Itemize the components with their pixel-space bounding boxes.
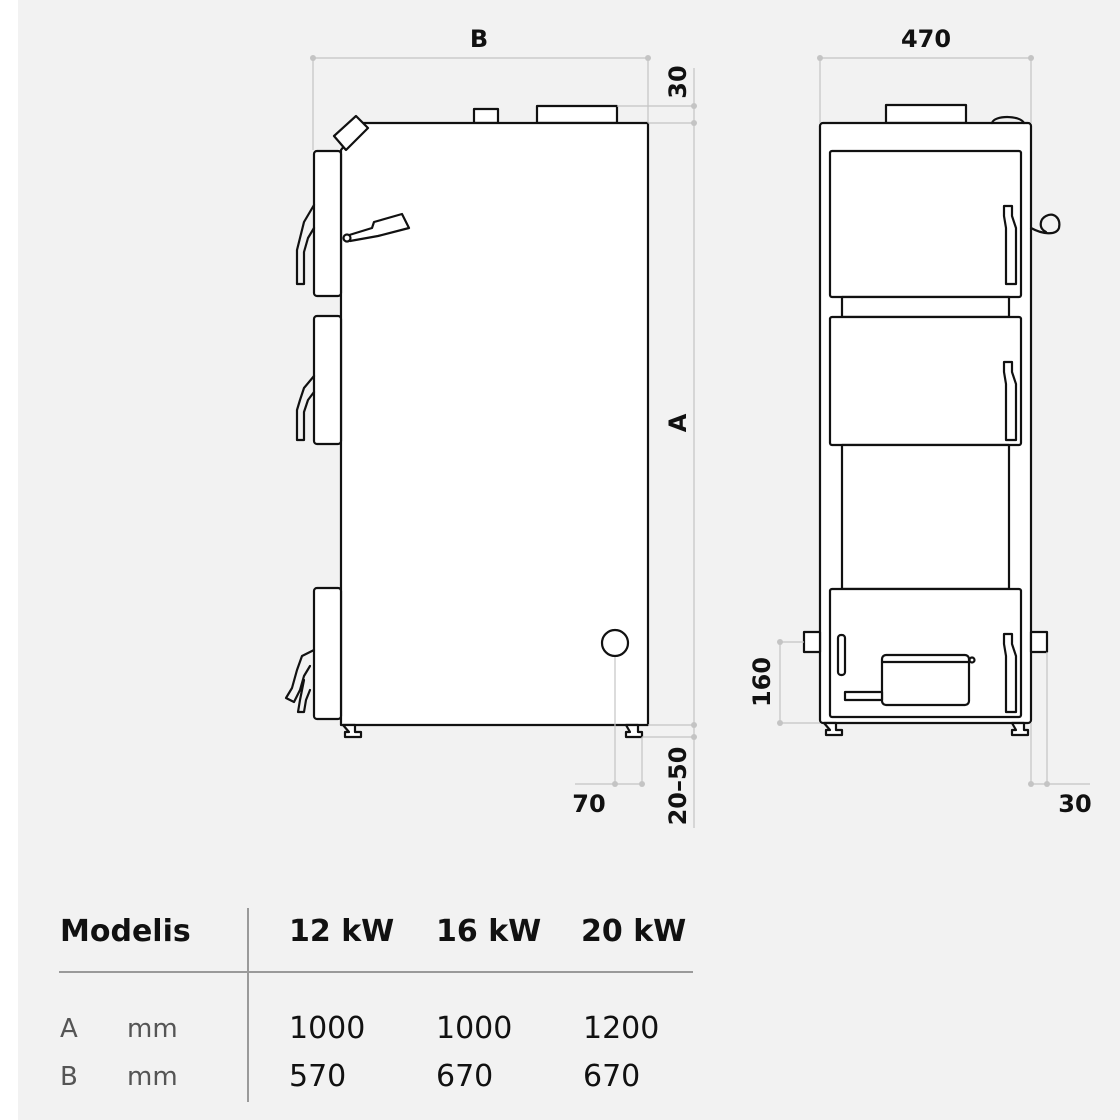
table-header-divider — [59, 971, 693, 973]
table-column-divider — [247, 908, 249, 1102]
row-a-16kw: 1000 — [436, 1011, 513, 1046]
row-b-unit: mm — [127, 1062, 178, 1092]
row-b-label: B — [60, 1062, 78, 1092]
table-header-model: Modelis — [60, 914, 191, 949]
dim-front-width: 470 — [900, 25, 952, 53]
table-header-12kw: 12 kW — [289, 914, 395, 949]
row-b-20kw: 670 — [583, 1059, 641, 1094]
dim-leg-height: 20–50 — [664, 746, 692, 826]
dim-side-width: B — [469, 25, 489, 53]
table-header-20kw: 20 kW — [581, 914, 687, 949]
dim-side-gap: 30 — [1058, 790, 1092, 818]
row-b-12kw: 570 — [289, 1059, 347, 1094]
row-a-unit: mm — [127, 1014, 178, 1044]
table-header-16kw: 16 kW — [436, 914, 542, 949]
dim-leg-offset: 70 — [572, 790, 606, 818]
dim-top-gap: 30 — [664, 65, 692, 99]
row-a-label: A — [60, 1014, 78, 1044]
row-a-20kw: 1200 — [583, 1011, 660, 1046]
row-a-12kw: 1000 — [289, 1011, 366, 1046]
row-b-16kw: 670 — [436, 1059, 494, 1094]
dim-side-height: A — [664, 413, 692, 433]
dim-connector-height: 160 — [748, 656, 776, 708]
